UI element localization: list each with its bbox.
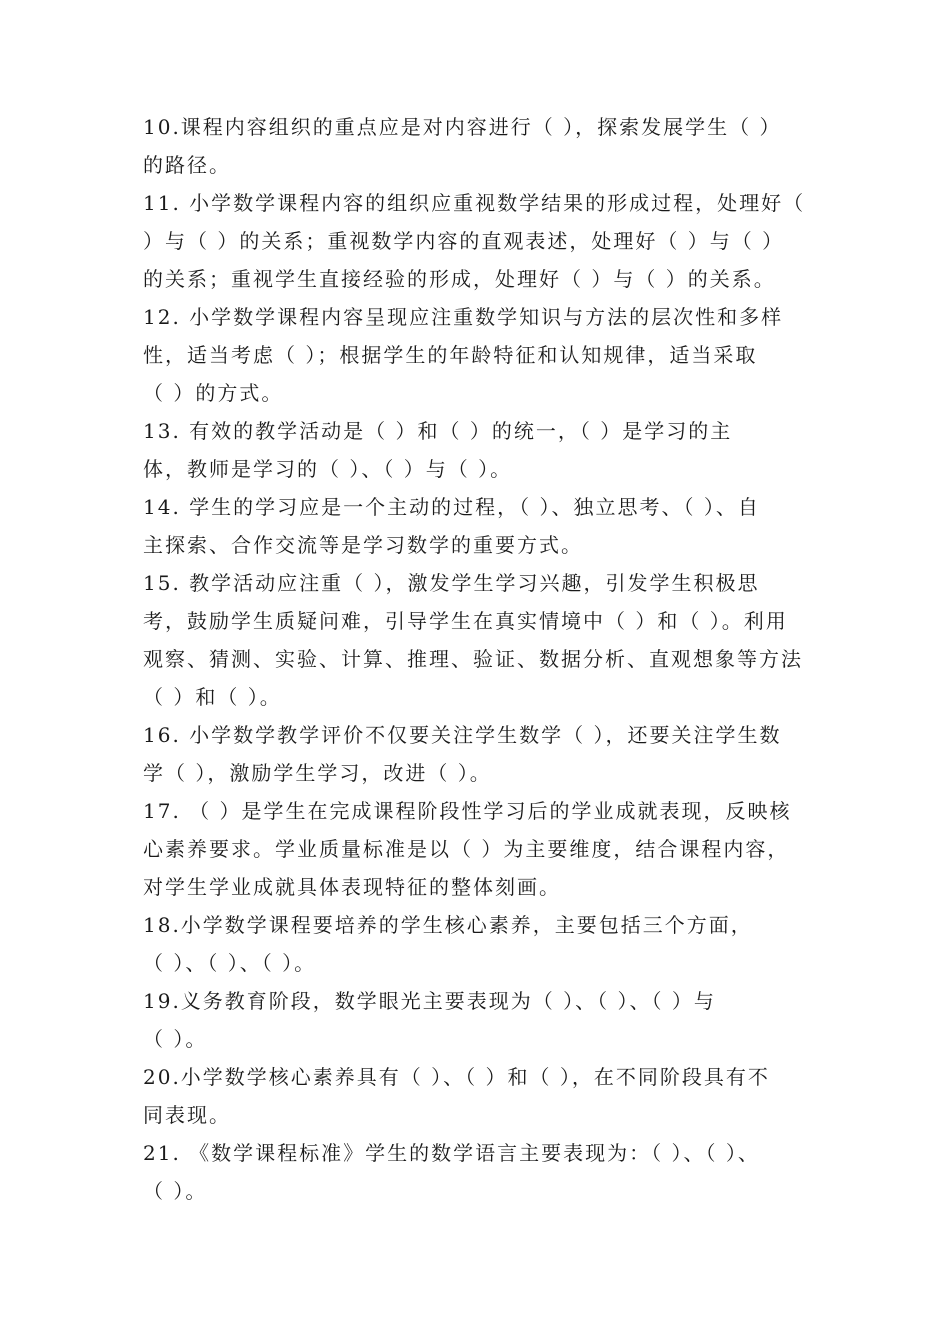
text-line: 的路径。: [143, 153, 231, 177]
text-line: （ ）和（ ）。: [143, 685, 282, 709]
text-line: 12. 小学数学课程内容呈现应注重数学知识与方法的层次性和多样: [143, 305, 784, 329]
text-line: 主探索、合作交流等是学习数学的重要方式。: [143, 533, 583, 557]
text-line: （ ）。: [143, 1027, 208, 1051]
text-line: 观察、猜测、实验、计算、推理、验证、数据分析、直观想象等方法: [143, 647, 803, 671]
text-line: 19.义务教育阶段，数学眼光主要表现为（ ）、（ ）、（ ）与: [143, 989, 716, 1013]
text-line: 对学生学业成就具体表现特征的整体刻画。: [143, 875, 561, 899]
text-line: 同表现。: [143, 1103, 231, 1127]
text-line: 17. （ ）是学生在完成课程阶段性学习后的学业成就表现，反映核: [143, 799, 792, 823]
text-line: 21. 《数学课程标准》学生的数学语言主要表现为：（ ）、（ ）、: [143, 1141, 760, 1165]
text-line: 13. 有效的教学活动是（ ）和（ ）的统一，（ ）是学习的主: [143, 419, 733, 443]
text-line: 20.小学数学核心素养具有（ ）、（ ）和（ ），在不同阶段具有不: [143, 1065, 770, 1089]
text-line: （ ）的方式。: [143, 381, 284, 405]
question-list: [143, 108, 823, 1210]
text-line: 学（ ），激励学生学习，改进（ ）。: [143, 761, 492, 785]
text-line: 10.课程内容组织的重点应是对内容进行（ ），探索发展学生（ ）: [143, 115, 782, 139]
text-line: ）与（ ）的关系；重视数学内容的直观表述，处理好（ ）与（ ）: [143, 229, 785, 253]
text-line: 考，鼓励学生质疑问难，引导学生在真实情境中（ ）和（ ）。利用: [143, 609, 788, 633]
text-line: （ ）。: [143, 1179, 208, 1203]
text-line: 的关系；重视学生直接经验的形成，处理好（ ）与（ ）的关系。: [143, 267, 776, 291]
text-line: 16. 小学数学教学评价不仅要关注学生数学（ ），还要关注学生数: [143, 723, 782, 747]
text-line: 11. 小学数学课程内容的组织应重视数学结果的形成过程，处理好（: [143, 191, 806, 215]
text-line: 性，适当考虑（ ）；根据学生的年龄特征和认知规律，适当采取: [143, 343, 758, 367]
text-line: 体，教师是学习的（ ）、（ ）与（ ）。: [143, 457, 513, 481]
text-line: 18.小学数学课程要培养的学生核心素养，主要包括三个方面，: [143, 913, 753, 937]
text-line: 14. 学生的学习应是一个主动的过程，（ ）、独立思考、（ ）、自: [143, 495, 760, 519]
text-line: （ ）、（ ）、（ ）。: [143, 951, 317, 975]
text-line: 15. 教学活动应注重（ ），激发学生学习兴趣，引发学生积极思: [143, 571, 760, 595]
text-line: 心素养要求。学业质量标准是以（ ）为主要维度，结合课程内容，: [143, 837, 790, 861]
